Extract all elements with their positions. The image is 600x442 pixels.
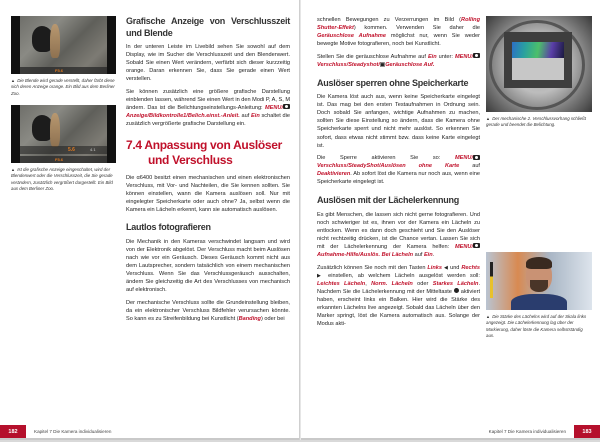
page-footer [489, 425, 600, 438]
menu-path: MENU/Verschluss/SteadyShot/Auslösen ohne Karte [317, 155, 480, 169]
figure-caption: ▲ Die Stärke des Lächelns wird auf der Skala links angezeigt. Die Lächelerkennung lag über der Markierung, daher löste die Kamera selbstständig aus. [486, 314, 587, 338]
paragraph: schnellen Bewegungen zu Verzerrungen im Bild (Rolling Shutter-Effekt) kommen. Verwenden Sie daher die Geräuschlose Aufnahme möglichst nur, wenn Sie weder bewegte Motive fotografieren, noch bei Kunstlicht. [317, 17, 480, 48]
left-page [0, 0, 300, 440]
chapter-heading: 7.4 Anpassung von Auslöser und Verschluss [126, 137, 283, 167]
right-text-column [317, 16, 480, 332]
paragraph: Der mechanische Verschluss sollte die Grundeinstellung bleiben, da ein elektronischer Verschluss Bildfehler verursachen könnte. So kann es zu Streifenbildung bei Kunstlicht (Banding) oder bei [126, 299, 290, 322]
meerkat-photo [11, 16, 116, 74]
aperture-value: F5.6 [55, 68, 64, 73]
figure-shutter [486, 16, 592, 129]
page-number: 183 [574, 425, 600, 439]
smile-detection-photo [486, 252, 592, 310]
paragraph: Die Sperre aktivieren Sie so: MENU/Verschluss/SteadyShot/Auslösen ohne Karte auf Deaktivieren. Ab sofort löst die Kamera nur noch aus, wenn eine Speicherkarte eingelegt ist. [317, 155, 480, 186]
camera-icon [283, 104, 290, 109]
running-footer: Kapitel 7 Die Kamera individualisieren [488, 429, 566, 434]
caption-triangle-icon: ▲ [11, 167, 15, 172]
paragraph: Sie können zusätzlich eine größere grafische Darstellung einblenden lassen, während Sie einen Wert in den Modi P, A, S, M ändern. Das ist die Belichtungseinstellungs-Anleitung: MENU/Anzeige/Bildkontrolle1/Belich.einst.-Anleit. auf Ein schaltet die zusätzlich vergrößerte grafische Darstellung ein. [126, 88, 290, 127]
camera-icon [473, 243, 480, 248]
figure-meerkat-1 [11, 16, 116, 97]
figure-caption: ▲ Der mechanische 2. Verschlussvorhang schließt gerade und beendet die Belichtung. [486, 116, 586, 128]
paragraph: Es gibt Menschen, die lassen sich nicht gerne fotografieren. Und noch schwieriger ist es, ihnen vor der Kamera ein Lächeln zu entlocken. Wenn es dann doch geschieht und Sie den Auslöser nicht rechtzeitig drücken, ist die Chance vertan. Lassen Sie sich mit der Lächelerkennung der Kamera helfen: MENU/Aufnahme-Hilfe/Auslös. Bei Lächeln auf Ein. [317, 211, 480, 259]
page-footer [0, 425, 111, 438]
camera-icon [473, 155, 480, 160]
right-page [300, 0, 600, 440]
section-heading: Grafische Anzeige von Verschlusszeit und Blende [126, 16, 290, 38]
caption-triangle-icon: ▲ [11, 78, 15, 83]
page-number: 182 [0, 425, 26, 439]
camera-icon [473, 53, 480, 58]
section-heading: Lautlos fotografieren [126, 222, 211, 233]
paragraph: Die Mechanik in den Kameras verschwindet langsam und wird von der Elektronik abgelöst. Der Verschluss macht beim Auslösen nach wie vor ein Geräusch. Dieses Geräusch kommt nicht aus dem Lautsprecher, sondern tatsächlich von einem mechanischen Verschluss. Wenn Sie das Verschlussgeräusch ausschalten, ändern Sie gleichzeitig die Art des Verschlusses von mechanisch auf elektronisch. [126, 238, 290, 293]
arrow-left-icon: ◀ [443, 264, 449, 271]
arrow-right-icon: ▶ [317, 272, 324, 279]
menu-path: MENU/Aufnahme-Hilfe/Auslös. Bei Lächeln [317, 244, 480, 258]
menu-path: MENU/Verschluss/Steadyshot/▣Geräuschlose Auf. [317, 54, 480, 68]
section-heading: Auslöser sperren ohne Speicherkarte [317, 77, 469, 88]
paragraph: Stellen Sie die geräuschlose Aufnahme auf Ein unter: MENU/Verschluss/Steadyshot/▣Geräuschlose Auf. [317, 53, 480, 69]
meerkat-photo-graphic: 5.6 4.1 F5.6 [11, 105, 116, 163]
caption-triangle-icon: ▲ [486, 314, 490, 319]
paragraph: Die Kamera löst auch aus, wenn keine Speicherkarte eingelegt ist. Das mag bei den ersten Testaufnahmen in Ordnung sein. Doch sobald Sie anfangen, wichtige Aufnahmen zu machen, sollten Sie diese Einstellung so ändern, dass die Kamera ohne Speicherkarte sperrt und nicht mehr auslöst. So erkennen Sie sofort, dass etwas nicht stimmt bzw. dass keine Karte eingelegt ist. [317, 94, 480, 149]
figure-meerkat-2 [11, 105, 116, 192]
shutter-sensor-photo [486, 16, 592, 112]
left-text-column [126, 16, 290, 327]
paragraph: Die α6400 besitzt einen mechanischen und einen elektronischen Verschluss, mit Vor- und Nachteilen, die Sie kennen sollten. Sie können einstellen, wann die Kamera auslösen soll. Nur mit eingelegter Speicherkarte oder auch ohne? Ja, selbst wenn die Kamera ein Lächeln erkennt, kann sie automatisch auslösen. [126, 174, 290, 214]
menu-path: MENU/Anzeige/Bildkontrolle1/Belich.einst.-Anleit. [126, 105, 290, 119]
card-icon: ▣ [379, 61, 386, 68]
running-footer: Kapitel 7 Die Kamera individualisieren [34, 429, 112, 434]
paragraph: In der unteren Leiste im Livebild sehen Sie sowohl auf dem Display, wie im Sucher die Verschlusszeit und den Blendenwert. Sobald Sie einen Wert verändern, verfärbt sich dieser kurzzeitig orange. Daran erkennen Sie, dass Sie gerade einen Wert verstellen. [126, 44, 290, 83]
figure-caption: ▲ Die Blende wird gerade verstellt, daher färbt diese sich deren Anzeige orange. Ein Bild aus dem Berliner Zoo. [11, 78, 115, 96]
smile-scale-bar [490, 262, 493, 298]
figure-smile [486, 252, 592, 339]
section-heading: Auslösen mit der Lächelerkennung [317, 195, 460, 206]
figure-caption: ▲ Ist die grafische Anzeige eingeschaltet, wird der Blendenwert oder die Verschlusszeit, die Sie gerade verändern, zusätzlich vergrößert dargestellt. Ein Bild aus dem Berliner Zoo. [11, 167, 113, 191]
caption-triangle-icon: ▲ [486, 116, 490, 121]
paragraph: Zusätzlich können Sie noch mit den Tasten Links ◀ und Rechts ▶ einstellen, ab welchem Lächeln ausgelöst werden soll: Leichtes Lächeln, Norm. Lächeln oder Starkes Lächeln. Nachdem Sie die Lächelerkennung mit der Mitteltaste aktiviert haben, erscheint links ein Balken. Hier wird die Stärke des erkannten Lächelns live angezeigt. Sobald das Lächeln über den Marker springt, löst die Kamera automatisch aus. Solange der Modus akti- [317, 264, 480, 327]
